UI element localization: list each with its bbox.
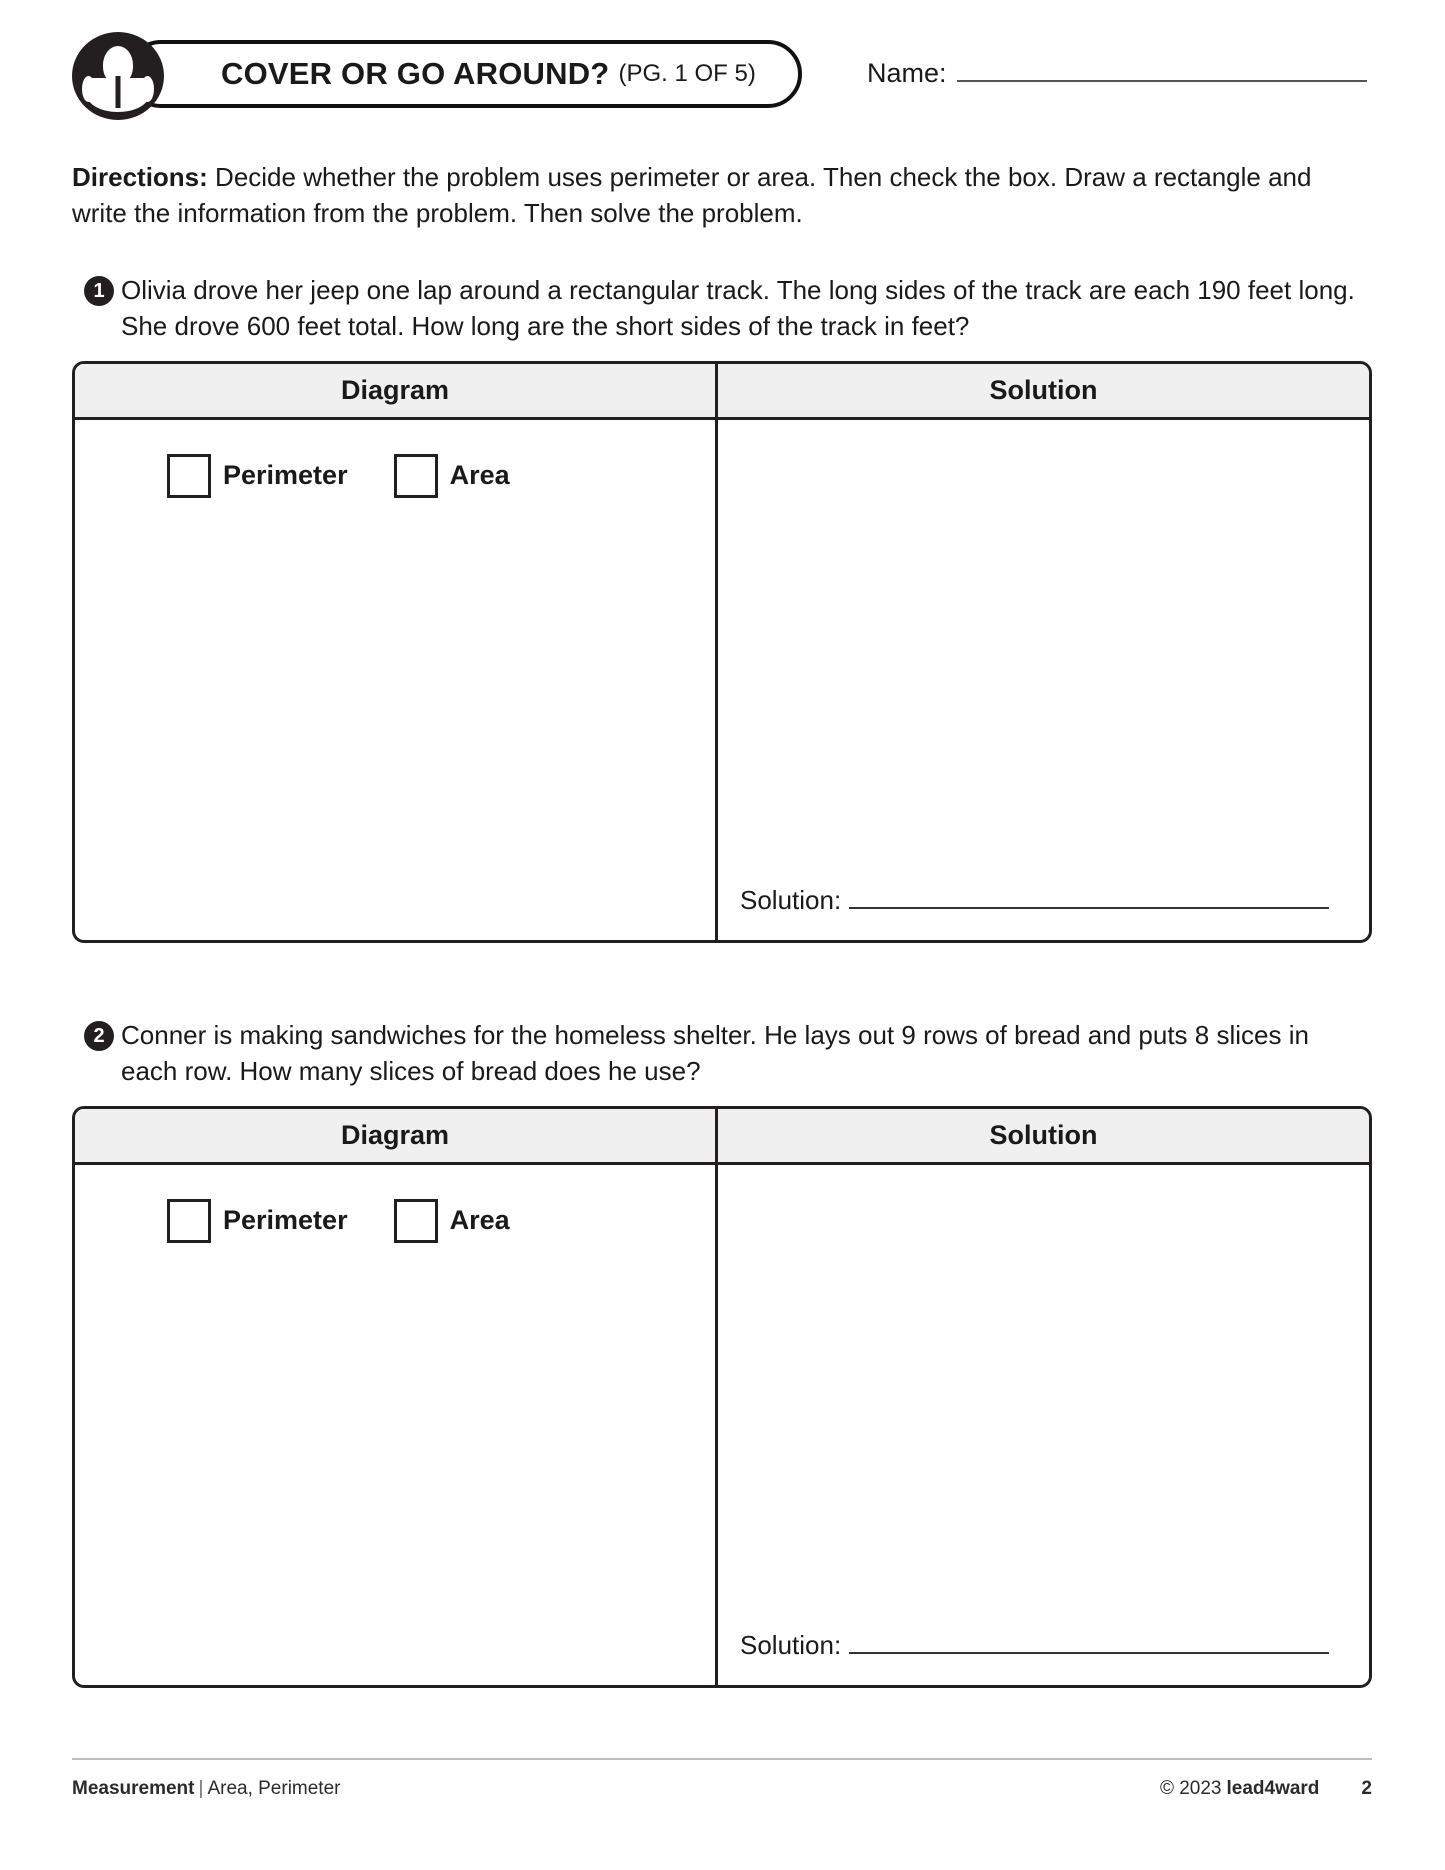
problem-1-table <box>72 361 1372 943</box>
page-footer <box>72 1778 1372 1800</box>
footer-topics: Area, Perimeter <box>207 1778 341 1799</box>
problem-1-text: Olivia drove her jeep one lap around a rectangular track. The long sides of the track are each 190 feet long. She drove 600 feet total. How long are the short sides of the track in feet? <box>121 275 1355 342</box>
problem-1-area-label: Area <box>449 460 510 491</box>
footer-copyright-group <box>1160 1778 1372 1800</box>
problem-1-area-option[interactable] <box>394 454 510 498</box>
problem-1-statement <box>72 272 1372 345</box>
problem-1-solution-header: Solution <box>989 374 1098 405</box>
page-header <box>72 40 1372 112</box>
problem-2-perimeter-label: Perimeter <box>223 1205 348 1236</box>
title-pill <box>127 40 802 108</box>
problem-1-diagram-header: Diagram <box>75 364 718 417</box>
problem-1-perimeter-label: Perimeter <box>223 460 348 491</box>
directions-label: Directions: <box>72 162 208 192</box>
problem-2-perimeter-option[interactable] <box>167 1199 348 1243</box>
problem-2-solution-input-line[interactable] <box>849 1628 1329 1654</box>
problem-1-area-checkbox[interactable] <box>394 454 438 498</box>
problem-1 <box>72 272 1372 943</box>
problem-2-diagram-header: Diagram <box>75 1109 718 1162</box>
problem-2-text: Conner is making sandwiches for the homeless shelter. He lays out 9 rows of bread and puts 8 slices in each row. How many slices of bread does he use? <box>121 1020 1309 1087</box>
footer-subject-group <box>72 1778 340 1800</box>
directions <box>72 160 1342 232</box>
problem-1-solution-input-line[interactable] <box>849 883 1329 909</box>
problem-2-solution-header: Solution <box>989 1119 1098 1150</box>
footer-brand: lead4ward <box>1226 1778 1320 1799</box>
name-input-line[interactable] <box>957 54 1367 82</box>
footer-divider <box>72 1758 1372 1760</box>
problem-2-perimeter-checkbox[interactable] <box>167 1199 211 1243</box>
problem-1-table-header <box>75 364 1369 420</box>
page-indicator: (PG. 1 OF 5) <box>618 60 756 87</box>
problem-1-solution-label: Solution: <box>740 884 842 915</box>
problem-1-solution-area[interactable] <box>718 420 1369 940</box>
problem-1-perimeter-checkbox[interactable] <box>167 454 211 498</box>
problem-1-checkbox-row <box>167 454 715 498</box>
footer-page-number: 2 <box>1361 1778 1372 1799</box>
problem-1-table-body <box>75 420 1369 940</box>
problem-2-solution-label: Solution: <box>740 1629 842 1660</box>
page-title: COVER OR GO AROUND? <box>221 56 610 91</box>
problem-2-table <box>72 1106 1372 1688</box>
problem-2-table-body <box>75 1165 1369 1685</box>
reader-badge-icon <box>72 32 164 120</box>
problem-2-area-label: Area <box>449 1205 510 1236</box>
problem-1-number: 1 <box>84 276 114 306</box>
name-field-group <box>867 54 1367 89</box>
problem-2-diagram-area[interactable] <box>75 1165 718 1685</box>
problem-2-area-checkbox[interactable] <box>394 1199 438 1243</box>
problem-1-diagram-area[interactable] <box>75 420 718 940</box>
problem-2-solution-line-row <box>740 1628 1329 1661</box>
directions-text: Decide whether the problem uses perimeter or area. Then check the box. Draw a rectangle and write the information from the problem. Then solve the problem. <box>72 162 1312 228</box>
problem-2-statement <box>72 1017 1372 1090</box>
problem-1-perimeter-option[interactable] <box>167 454 348 498</box>
footer-copyright: © 2023 <box>1159 1778 1222 1799</box>
footer-subject: Measurement <box>72 1778 195 1799</box>
reader-book-spine-shape <box>116 76 121 108</box>
problem-2-checkbox-row <box>167 1199 715 1243</box>
name-label: Name: <box>867 58 947 88</box>
problem-2-table-header <box>75 1109 1369 1165</box>
problem-1-solution-line-row <box>740 883 1329 916</box>
problem-2-solution-area[interactable] <box>718 1165 1369 1685</box>
footer-separator: | <box>198 1778 204 1799</box>
problem-2 <box>72 1017 1372 1688</box>
problem-2-number: 2 <box>84 1021 114 1051</box>
problem-2-area-option[interactable] <box>394 1199 510 1243</box>
